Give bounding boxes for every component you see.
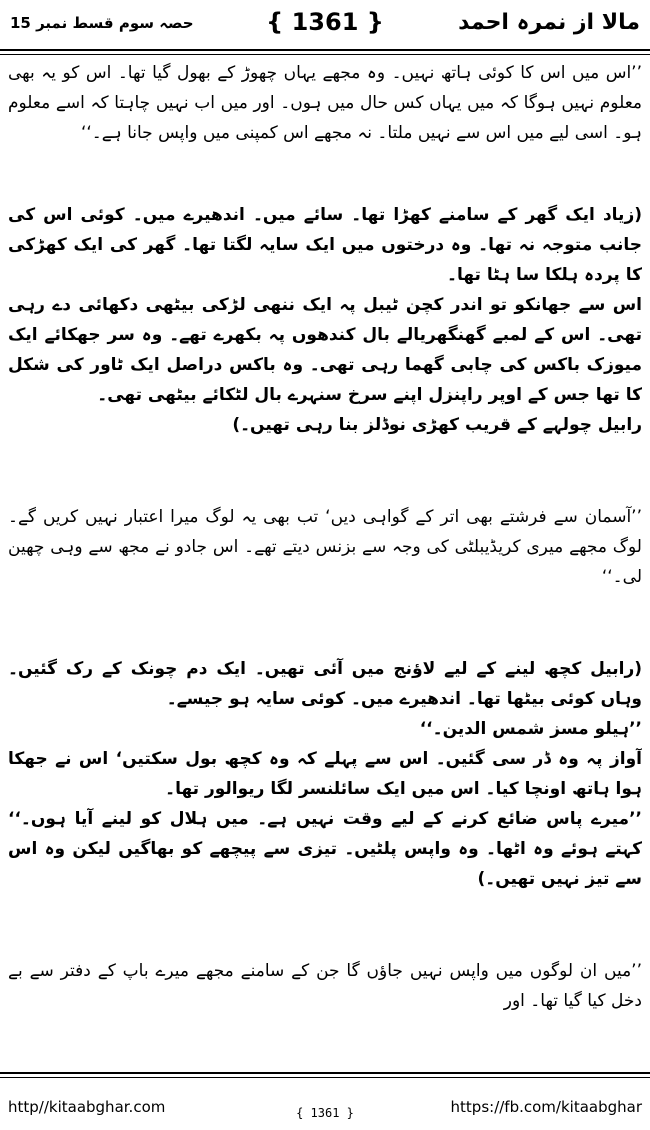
section-gap bbox=[8, 894, 642, 956]
website-link[interactable]: http//kitaabghar.com bbox=[8, 1098, 166, 1116]
paragraph: ’’میں ان لوگوں میں واپس نہیں جاؤں گا جن کے سامنے مجھے میرے باپ کے دفتر سے بے دخل کیا گیا تھا۔ اور bbox=[8, 961, 642, 1011]
header-page-number: { 1361 } bbox=[266, 8, 384, 36]
section-gap bbox=[8, 440, 642, 502]
page-footer bbox=[0, 1084, 650, 1130]
paragraph: ’’آسمان سے فرشتے بھی اتر کے گواہی دیں‘ تب بھی یہ لوگ میرا اعتبار نہیں کریں گے۔ لوگ مجھے میری کریڈیبلٹی کی وجہ سے بزنس دیتے تھے۔ اس جادو نے مجھ سے وہی چھین لی۔‘‘ bbox=[8, 507, 642, 587]
paragraph: آواز پہ وہ ڈر سی گئیں۔ اس سے پہلے کہ وہ کچھ بول سکتیں‘ اس نے جھکا ہوا ہاتھ اونچا کیا۔ اس میں ایک سائلنسر لگا ریوالور تھا۔ bbox=[8, 749, 642, 799]
paragraph: رابیل چولہے کے قریب کھڑی نوڈلز بنا رہی تھیں۔) bbox=[232, 415, 642, 435]
page-header bbox=[0, 0, 650, 56]
paragraph: (زیاد ایک گھر کے سامنے کھڑا تھا۔ سائے میں۔ اندھیرے میں۔ کوئی اس کی جانب متوجہ نہ تھا۔ وہ درختوں میں ایک سایہ لگتا تھا۔ گھر کی ایک کھڑکی کا پردہ ہلکا سا ہٹا تھا۔ bbox=[8, 205, 642, 285]
section-gap bbox=[8, 148, 642, 200]
header-divider bbox=[0, 49, 650, 51]
footer-divider bbox=[0, 1072, 650, 1074]
facebook-link[interactable]: https://fb.com/kitaabghar bbox=[450, 1098, 642, 1116]
paragraph: ’’میرے پاس ضائع کرنے کے لیے وقت نہیں ہے۔ میں ہلال کو لینے آیا ہوں۔‘‘ کہتے ہوئے وہ اٹھا۔ وہ واپس پلٹیں۔ تیزی سے پیچھے کو بھاگیں لیکن وہ اس سے تیز نہیں تھیں۔) bbox=[8, 809, 642, 889]
section-label: حصہ سوم قسط نمبر 15 bbox=[10, 14, 194, 32]
book-title: مالا از نمرہ احمد bbox=[458, 10, 640, 35]
section-gap bbox=[8, 592, 642, 654]
footer-page-number: { 1361 } bbox=[296, 1106, 354, 1120]
page-body bbox=[8, 58, 642, 1066]
paragraph: ’’اس میں اس کا کوئی ہاتھ نہیں۔ وہ مجھے یہاں چھوڑ کے بھول گیا تھا۔ اس کو یہ بھی معلوم نہیں ہوگا کہ میں یہاں کس حال میں ہوں۔ اور میں اب نہیں چاہتا کہ اسے معلوم ہو۔ اسی لیے میں اس سے نہیں ملتا۔ نہ مجھے اس کمپنی میں واپس جانا ہے۔‘‘ bbox=[8, 63, 642, 143]
paragraph: ’’ہیلو مسز شمس الدین۔‘‘ bbox=[419, 719, 642, 739]
header-divider-thin bbox=[0, 54, 650, 55]
paragraph: اس سے جھانکو تو اندر کچن ٹیبل پہ ایک ننھی لڑکی بیٹھی دکھائی دے رہی تھی۔ اس کے لمبے گھنگھریالے بال کندھوں پہ بکھرے تھے۔ وہ سر جھکائے ایک میوزک باکس کی چابی گھما رہی تھی۔ وہ باکس دراصل ایک ٹاور کی شکل کا تھا جس کے اوپر راپنزل اپنے سرخ سنہرے بال لٹکائے بیٹھی تھی۔ bbox=[8, 295, 642, 405]
footer-divider-thin bbox=[0, 1077, 650, 1078]
paragraph: (رابیل کچھ لینے کے لیے لاؤنج میں آئی تھیں۔ ایک دم چونک کے رک گئیں۔ وہاں کوئی بیٹھا تھا۔ اندھیرے میں۔ کوئی سایہ ہو جیسے۔ bbox=[8, 659, 642, 709]
